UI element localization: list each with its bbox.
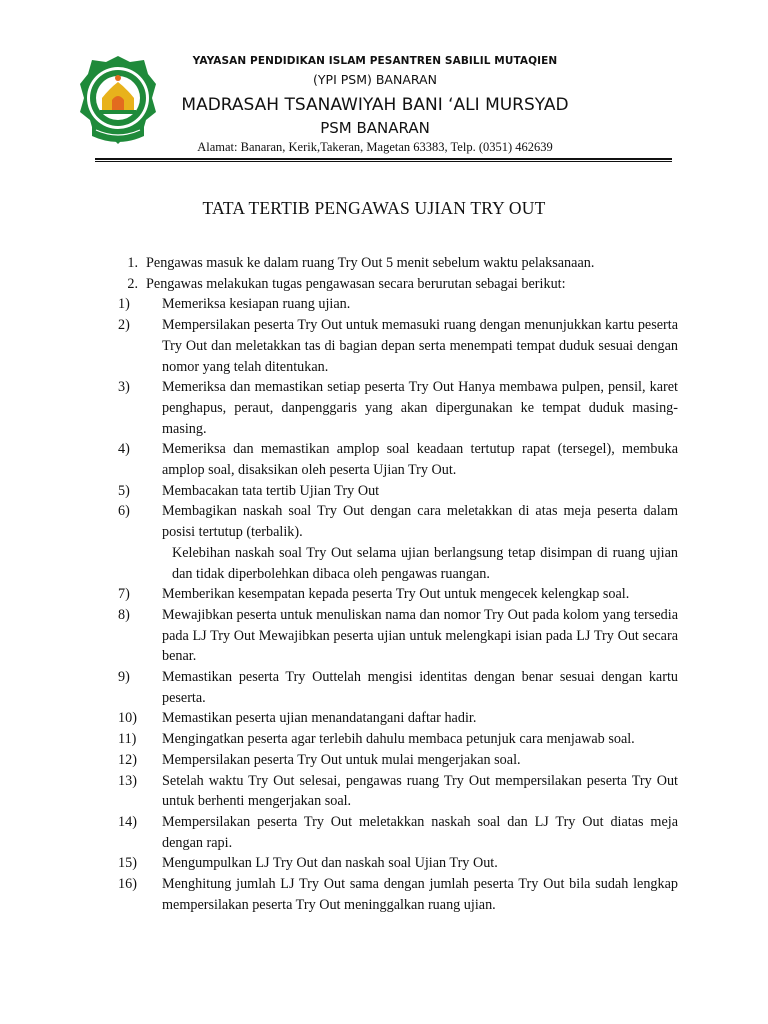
foundation-short-name: (YPI PSM) BANARAN (313, 72, 437, 87)
school-place: PSM BANARAN (320, 119, 430, 137)
sub-list-item (118, 708, 678, 729)
school-crest-logo (78, 54, 158, 152)
sub-item-text: Memeriksa dan memastikan setiap peserta Try Out Hanya membawa pulpen, pensil, karet penghapus, peraut, danpenggaris yang akan dipergunakan ke tempat duduk masing-masing. (162, 379, 678, 437)
item-number: 2. (127, 275, 138, 292)
sub-item-text: Mempersilakan peserta Try Out meletakkan naskah soal dan LJ Try Out diatas meja dengan rapi. (162, 813, 678, 851)
sub-item-number: 5) (118, 482, 130, 499)
sub-item-text: Memeriksa kesiapan ruang ujian. (162, 296, 351, 313)
sub-list-item (118, 501, 678, 542)
sub-item-text: Menghitung jumlah LJ Try Out sama dengan jumlah peserta Try Out bila sudah lengkap mempersilakan peserta Try Out meninggalkan ruang ujian. (162, 876, 678, 913)
sub-item-text: Memastikan peserta Try Outtelah mengisi identitas dengan benar sesuai dengan kartu peserta. (162, 669, 678, 706)
sub-list-item (118, 874, 678, 915)
letterhead (0, 0, 768, 160)
foundation-name: YAYASAN PENDIDIKAN ISLAM PESANTREN SABILIL MUTAQIEN (192, 55, 558, 67)
item-text: Pengawas melakukan tugas pengawasan secara berurutan sebagai berikut: (146, 275, 566, 292)
school-address: Alamat: Banaran, Kerik,Takeran, Magetan 63383, Telp. (0351) 462639 (197, 140, 553, 154)
sub-item-text: Membagikan naskah soal Try Out dengan cara meletakkan di atas meja peserta dalam posisi tertutup (terbalik). (162, 503, 678, 541)
sub-list-item (118, 729, 678, 750)
sub-item-text: Memastikan peserta ujian menandatangani daftar hadir. (162, 710, 477, 727)
sub-item-note: Kelebihan naskah soal Try Out selama ujian berlangsung tetap disimpan di ruang ujian dan tidak diperbolehkan dibaca oleh pengawas ruangan. (172, 544, 678, 582)
letterhead-divider-thick (95, 158, 672, 160)
sub-list-item (118, 667, 678, 708)
sub-item-number: 3) (118, 379, 130, 396)
list-item (108, 274, 678, 295)
list-item (108, 253, 678, 274)
sub-list-item (118, 605, 678, 667)
rules-list (108, 253, 678, 916)
sub-item-number: 8) (118, 606, 130, 623)
sub-item-number: 13) (118, 772, 137, 789)
document-title: TATA TERTIB PENGAWAS UJIAN TRY OUT (202, 198, 546, 218)
duty-sublist (108, 294, 678, 915)
sub-item-number: 14) (118, 813, 137, 830)
sub-item-text: Memberikan kesempatan kepada peserta Try Out untuk mengecek kelengkap soal. (162, 586, 630, 603)
sub-list-item (118, 771, 678, 812)
sub-list-item (118, 481, 678, 502)
sub-item-number: 9) (118, 669, 130, 686)
sub-item-number: 16) (118, 876, 137, 893)
sub-item-text: Mengingatkan peserta agar terlebih dahulu membaca petunjuk cara menjawab soal. (162, 731, 635, 748)
sub-list-item (118, 294, 678, 315)
sub-item-number: 15) (118, 855, 137, 872)
letterhead-divider-thin (95, 161, 672, 162)
sub-item-number: 4) (118, 441, 130, 458)
sub-item-number: 12) (118, 751, 137, 768)
sub-item-text: Mempersilakan peserta Try Out untuk memasuki ruang dengan menunjukkan kartu peserta Try Out dan meletakkan tas di bagian depan serta menempati tempat duduk sesuai dengan nomor yang telah ditentukan. (162, 317, 678, 375)
school-name: MADRASAH TSANAWIYAH BANI ‘ALI MURSYAD (181, 95, 569, 115)
sub-item-number: 7) (118, 586, 130, 603)
item-number: 1. (127, 255, 138, 271)
sub-item-text: Memeriksa dan memastikan amplop soal keadaan tertutup rapat (tersegel), membuka amplop soal, disaksikan oleh peserta Ujian Try Out. (162, 441, 678, 479)
sub-item-text: Mewajibkan peserta untuk menuliskan nama dan nomor Try Out pada kolom yang tersedia pada LJ Try Out Mewajibkan peserta ujian untuk melengkapi isian pada LJ Try Out secara benar. (162, 606, 678, 665)
sub-list-item (118, 853, 678, 874)
sub-item-text: Mengumpulkan LJ Try Out dan naskah soal Ujian Try Out. (162, 855, 498, 872)
sub-item-text: Mempersilakan peserta Try Out untuk mulai mengerjakan soal. (162, 751, 521, 768)
sub-item-number: 1) (118, 296, 130, 313)
sub-item-number: 6) (118, 503, 130, 520)
sub-list-item (118, 750, 678, 771)
sub-list-item (118, 584, 678, 605)
sub-item-number: 10) (118, 710, 137, 727)
sub-item-number: 11) (118, 731, 137, 748)
sub-item-text: Setelah waktu Try Out selesai, pengawas ruang Try Out mempersilakan peserta Try Out untuk berhenti mengerjakan soal. (162, 772, 678, 810)
sub-item-text: Membacakan tata tertib Ujian Try Out (162, 482, 380, 499)
sub-list-item (118, 377, 678, 439)
sub-item-number: 2) (118, 317, 130, 334)
item-text: Pengawas masuk ke dalam ruang Try Out 5 menit sebelum waktu pelaksanaan. (146, 255, 595, 271)
sub-list-item (118, 439, 678, 480)
sub-list-item (118, 812, 678, 853)
sub-list-item (118, 315, 678, 377)
